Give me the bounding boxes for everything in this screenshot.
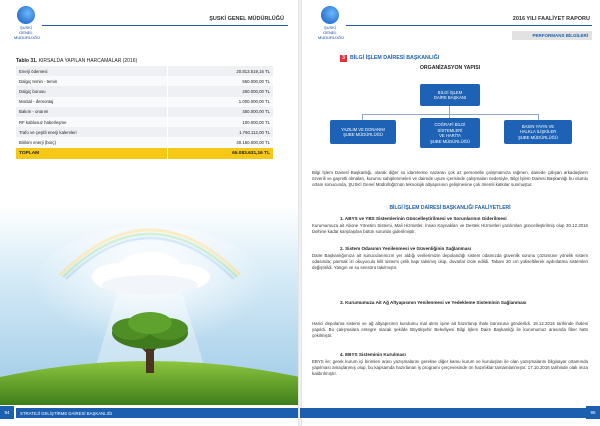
table-title: Tablo 31. KIRSALDA YAPILAN HARCAMALAR (2016) bbox=[16, 58, 138, 64]
table-total-row: TOPLAM 65.083.631,16 TL bbox=[16, 148, 273, 159]
suski-logo bbox=[318, 6, 344, 40]
org-child-box: BASIN YAYIN VE HALKLA İLİŞKİLER ŞUBE MÜDÜRLÜĞÜ bbox=[504, 120, 572, 144]
org-connector bbox=[362, 114, 538, 115]
org-child-box: COĞRAFİ BİLGİ SİSTEMLERİ VE HARİTA ŞUBE MÜDÜRLÜĞÜ bbox=[420, 118, 480, 148]
right-page bbox=[300, 0, 600, 426]
logo-text: ŞUSKİ GENEL MÜDÜRLÜĞÜ bbox=[318, 25, 344, 40]
section-tab: PERFORMANS BİLGİLERİ bbox=[512, 31, 592, 40]
page-number: 94 bbox=[0, 406, 14, 419]
water-drop-icon bbox=[17, 6, 35, 24]
table-row: RF kablosuz haberleşme 100.000,00 TL bbox=[16, 117, 273, 127]
item-body: Daire Başkanlığımıza ait sunucularımızın yer aldığı verilerimizin depolandığı sistem odamızda güvenlik sorunu çözümüne yönelik sistem odasında; parmak izi okuyuculu kilit sistemi çelik kapı takılmış olup, duvarlar izole edildi. Tabanı 20 cm yükseltilerek aydınlatma sistemleri değiştirildi. Yangın ve su sensörü takılmıştır. bbox=[312, 253, 588, 271]
section-number-badge: 3 bbox=[340, 55, 347, 62]
table-row: Dalgıç temin - temin 550.000,00 TL bbox=[16, 76, 273, 86]
org-root-box: BİLGİ İŞLEM DAİRE BAŞKANI bbox=[420, 84, 480, 106]
header-rule bbox=[346, 25, 592, 26]
header-title: ŞUSKİ GENEL MÜDÜRLÜĞÜ bbox=[209, 16, 284, 22]
expenditure-table bbox=[16, 66, 273, 159]
footer-bar: STRATEJİ GELİŞTİRME DAİRESİ BAŞKANLIĞI bbox=[16, 408, 300, 418]
header-rule bbox=[42, 25, 288, 26]
activities-title: BİLGİ İŞLEM DAİRESİ BAŞKANLIĞI FAALİYETLERİ bbox=[389, 205, 511, 211]
item-body: Kurumumuza ait Abone Yönetim Sistemi, Mali Hizmetler, İnsan Kaynakları ve Destek Hizmetleri yazılımları güncelleştirilmiş olup 30.12.2016 tarihine kadar karşılaşılan bütün sorunlar giderilmiştir. bbox=[312, 223, 588, 235]
suski-logo bbox=[14, 6, 40, 40]
item-heading: 3. Kurumumuza Ait Ağ Altyapısının Yenilenmesi ve Yedekleme Sisteminin Sağlanması bbox=[340, 300, 527, 305]
water-drop-icon bbox=[321, 6, 339, 24]
intro-paragraph: Bilgi İşlem Dairesi Başkanlığı, olarak diğer su idarelerine nazaran çok az personelle çalışmamıza rağmen, dairede çalışan arkadaşların özverili ve gayretli olmaları, kurumu sahiplenmeleri ve dairede uyum içerisinde çalışmaları nedeniyle, Bilgi İşlem Dairesi Başkanlığı bu olumlu ortam sonucunda, ŞUSKİ Genel Müdürlüğü'nün teknolojik altyapısının gelişmesine çok önemli katkılar sunmuştur. bbox=[312, 170, 588, 188]
section-heading: 3 BİLGİ İŞLEM DAİRESİ BAŞKANLIĞI bbox=[340, 55, 439, 62]
item-heading: 1. ABYS ve YBS Sistemlerinin Güncelleştirilmesi ve Sorunlarının Giderilmesi bbox=[340, 216, 507, 221]
page-number: 95 bbox=[586, 406, 600, 419]
item-body: Harici depolama sistemi ve ağ altyapısının kurulumu mal alımı işine ait hazırlanıp ihale bürosuna gönderildi. 19.12.2016 tarihinde ihalesi yapıldı. Bu çalışmalara entegre olacak şekilde Büyükşehir Belediyesi Bilgi İşlem Daire Başkanlığı ile kurumumuz arasında fiber hattı çekilmiştir. bbox=[312, 321, 588, 339]
logo-text: ŞUSKİ GENEL MÜDÜRLÜĞÜ bbox=[14, 25, 40, 40]
item-heading: 2. Sistem Odasının Yenilenmesi ve Güvenliğinin Sağlanması bbox=[340, 246, 472, 251]
item-body: EBYS ile; gerek kurum içi birimleri arası yazışmalarını gerekse diğer kamu kurum ve kuruluşları ile olan yazışmalarını bilgisayar ortamında yapılması amaçlanmış olup, bu kapsamda hazırlanan iş programı çerçevesinde ön hazırlıklar tamamlanmıştır. 17.10.2016 tarihinde olak imza kaldırılmıştır. bbox=[312, 359, 588, 377]
table-row: Birikim enerji (borç) 40.160.000,00 TL bbox=[16, 137, 273, 147]
table-row: Enerji ödemesi 20.813.519,16 TL bbox=[16, 66, 273, 76]
item-heading: 4. EBYS Sisteminin Kurulması bbox=[340, 352, 406, 357]
org-chart-title: ORGANİZASYON YAPISI bbox=[419, 65, 481, 71]
table-row: Montal - demontaj 1.000.000,00 TL bbox=[16, 97, 273, 107]
org-connector bbox=[449, 106, 450, 114]
table-row: Bakım - onarım 450.000,00 TL bbox=[16, 107, 273, 117]
tree-cloud-illustration bbox=[0, 205, 300, 405]
table-row: Dalgıç borusu 250.000,00 TL bbox=[16, 86, 273, 96]
table-row: Trafo ve çeşitli enerji kalemleri 1.760.112,00 TL bbox=[16, 127, 273, 137]
org-child-box: YAZILIM VE DONANIM ŞUBE MÜDÜRLÜĞÜ bbox=[330, 120, 396, 144]
header-title: 2016 YILI FAALİYET RAPORU bbox=[512, 16, 590, 22]
footer-bar bbox=[300, 408, 586, 418]
